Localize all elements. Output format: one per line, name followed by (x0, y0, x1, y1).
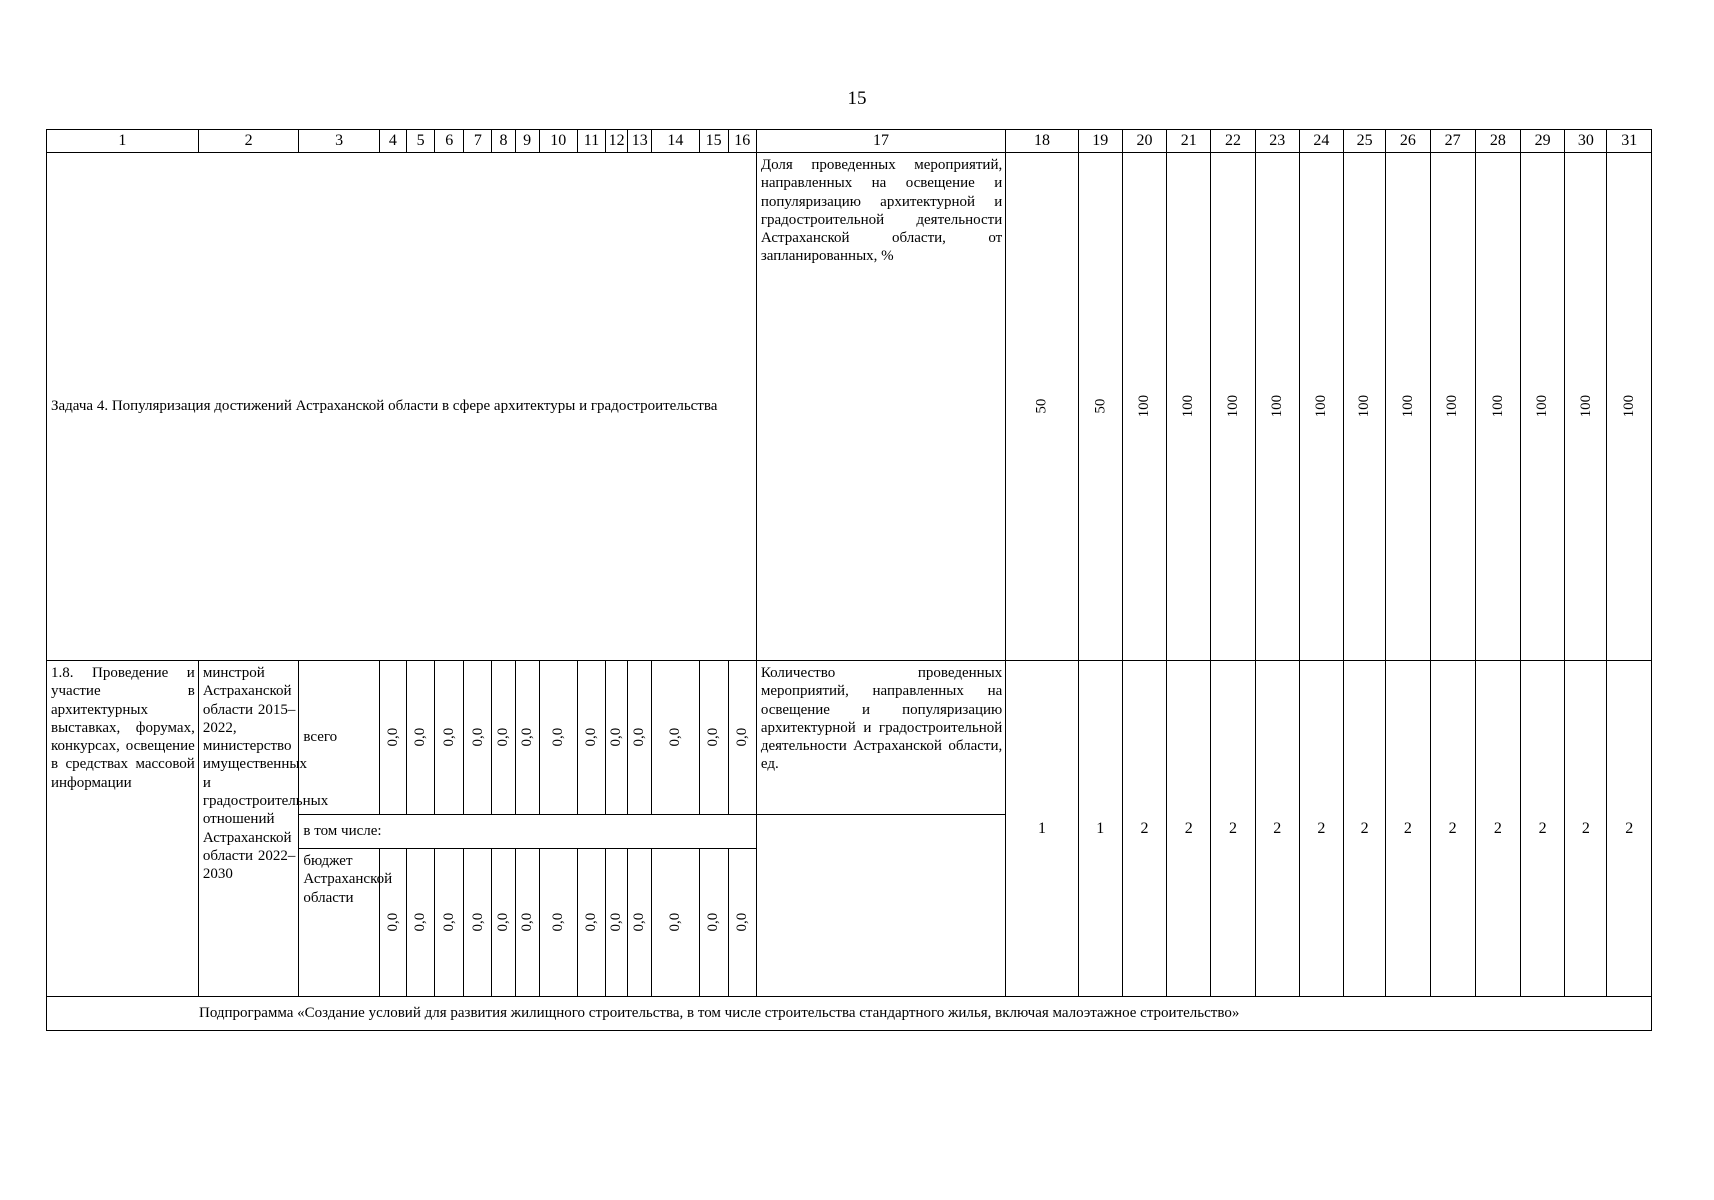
column-number: 29 (1521, 130, 1565, 153)
funding-budget-value: 0,0 (492, 849, 515, 997)
task-value: 100 (1299, 153, 1343, 661)
funding-budget-value: 0,0 (539, 849, 577, 997)
funding-budget-value: 0,0 (435, 849, 464, 997)
task-row (47, 153, 1652, 661)
column-number: 27 (1430, 130, 1475, 153)
measure-name: 1.8. Проведение и участие в архитектурных выставках, форумах, конкурсах, освещение в средствах массовой информации (47, 661, 199, 997)
funding-budget-value: 0,0 (515, 849, 539, 997)
column-number: 12 (606, 130, 628, 153)
measure-executor: минстрой Астраханской области 2015–2022, министерство имущественных и градостроительных отношений Астраханской области 2022–2030 (198, 661, 299, 997)
funding-budget-value: 0,0 (577, 849, 605, 997)
column-number: 28 (1475, 130, 1520, 153)
measure-value: 1 (1078, 661, 1122, 997)
funding-total-value: 0,0 (577, 661, 605, 815)
funding-total-value: 0,0 (515, 661, 539, 815)
measure-value: 2 (1521, 661, 1565, 997)
funding-total-value: 0,0 (406, 661, 434, 815)
task-value: 50 (1078, 153, 1122, 661)
task-value: 100 (1386, 153, 1430, 661)
task-value: 100 (1475, 153, 1520, 661)
column-number-row (47, 130, 1652, 153)
task-value: 50 (1006, 153, 1078, 661)
program-table (46, 129, 1652, 1031)
column-number: 31 (1607, 130, 1652, 153)
column-number: 13 (628, 130, 652, 153)
column-number: 23 (1255, 130, 1299, 153)
task-value: 100 (1211, 153, 1255, 661)
column-number: 15 (699, 130, 728, 153)
funding-including-label: в том числе: (299, 815, 756, 849)
task-value: 100 (1521, 153, 1565, 661)
funding-budget-value: 0,0 (406, 849, 434, 997)
funding-budget-value: 0,0 (628, 849, 652, 997)
task-value: 100 (1167, 153, 1211, 661)
measure-value: 2 (1430, 661, 1475, 997)
column-number: 25 (1344, 130, 1386, 153)
column-number: 3 (299, 130, 379, 153)
column-number: 9 (515, 130, 539, 153)
column-number: 5 (406, 130, 434, 153)
column-number: 19 (1078, 130, 1122, 153)
measure-indicator-empty (756, 815, 1005, 997)
measure-total-row (47, 661, 1652, 815)
column-number: 22 (1211, 130, 1255, 153)
task-value: 100 (1122, 153, 1166, 661)
measure-value: 2 (1386, 661, 1430, 997)
funding-budget-value: 0,0 (379, 849, 406, 997)
column-number: 4 (379, 130, 406, 153)
funding-source-budget: бюджет Астраханской области (299, 849, 379, 997)
measure-value: 2 (1255, 661, 1299, 997)
task-value: 100 (1344, 153, 1386, 661)
measure-value: 2 (1167, 661, 1211, 997)
funding-total-value: 0,0 (652, 661, 699, 815)
column-number: 1 (47, 130, 199, 153)
column-number: 24 (1299, 130, 1343, 153)
task-name: Задача 4. Популяризация достижений Астраханской области в сфере архитектуры и градостроительства (47, 153, 757, 661)
column-number: 14 (652, 130, 699, 153)
column-number: 10 (539, 130, 577, 153)
funding-source-total: всего (299, 661, 379, 815)
funding-budget-value: 0,0 (652, 849, 699, 997)
measure-value: 2 (1565, 661, 1607, 997)
task-indicator: Доля проведенных мероприятий, направленных на освещение и популяризацию архитектурной и градостроительной деятельности Астраханской области, от запланированных, % (756, 153, 1005, 661)
task-value: 100 (1607, 153, 1652, 661)
funding-total-value: 0,0 (464, 661, 492, 815)
column-number: 18 (1006, 130, 1078, 153)
subprogram-row (47, 997, 1652, 1031)
column-number: 7 (464, 130, 492, 153)
column-number: 30 (1565, 130, 1607, 153)
measure-value: 2 (1475, 661, 1520, 997)
measure-value: 2 (1607, 661, 1652, 997)
measure-value: 1 (1006, 661, 1078, 997)
page-number: 15 (847, 88, 867, 109)
funding-total-value: 0,0 (628, 661, 652, 815)
column-number: 11 (577, 130, 605, 153)
column-number: 20 (1122, 130, 1166, 153)
funding-budget-value: 0,0 (606, 849, 628, 997)
funding-total-value: 0,0 (435, 661, 464, 815)
funding-budget-value: 0,0 (464, 849, 492, 997)
measure-value: 2 (1211, 661, 1255, 997)
funding-total-value: 0,0 (539, 661, 577, 815)
column-number: 17 (756, 130, 1005, 153)
column-number: 21 (1167, 130, 1211, 153)
task-value: 100 (1430, 153, 1475, 661)
funding-total-value: 0,0 (699, 661, 728, 815)
funding-total-value: 0,0 (492, 661, 515, 815)
funding-total-value: 0,0 (606, 661, 628, 815)
column-number: 2 (198, 130, 299, 153)
measure-value: 2 (1299, 661, 1343, 997)
funding-total-value: 0,0 (379, 661, 406, 815)
task-value: 100 (1255, 153, 1299, 661)
measure-value: 2 (1122, 661, 1166, 997)
column-number: 16 (728, 130, 756, 153)
subprogram-title: Подпрограмма «Создание условий для развития жилищного строительства, в том числе строительства стандартного жилья, включая малоэтажное строительство» (47, 997, 1652, 1031)
measure-value: 2 (1344, 661, 1386, 997)
column-number: 8 (492, 130, 515, 153)
column-number: 26 (1386, 130, 1430, 153)
funding-budget-value: 0,0 (728, 849, 756, 997)
measure-indicator: Количество проведенных мероприятий, направленных на освещение и популяризацию архитектурной и градостроительной деятельности Астраханской области, ед. (756, 661, 1005, 815)
column-number: 6 (435, 130, 464, 153)
funding-budget-value: 0,0 (699, 849, 728, 997)
task-value: 100 (1565, 153, 1607, 661)
funding-total-value: 0,0 (728, 661, 756, 815)
